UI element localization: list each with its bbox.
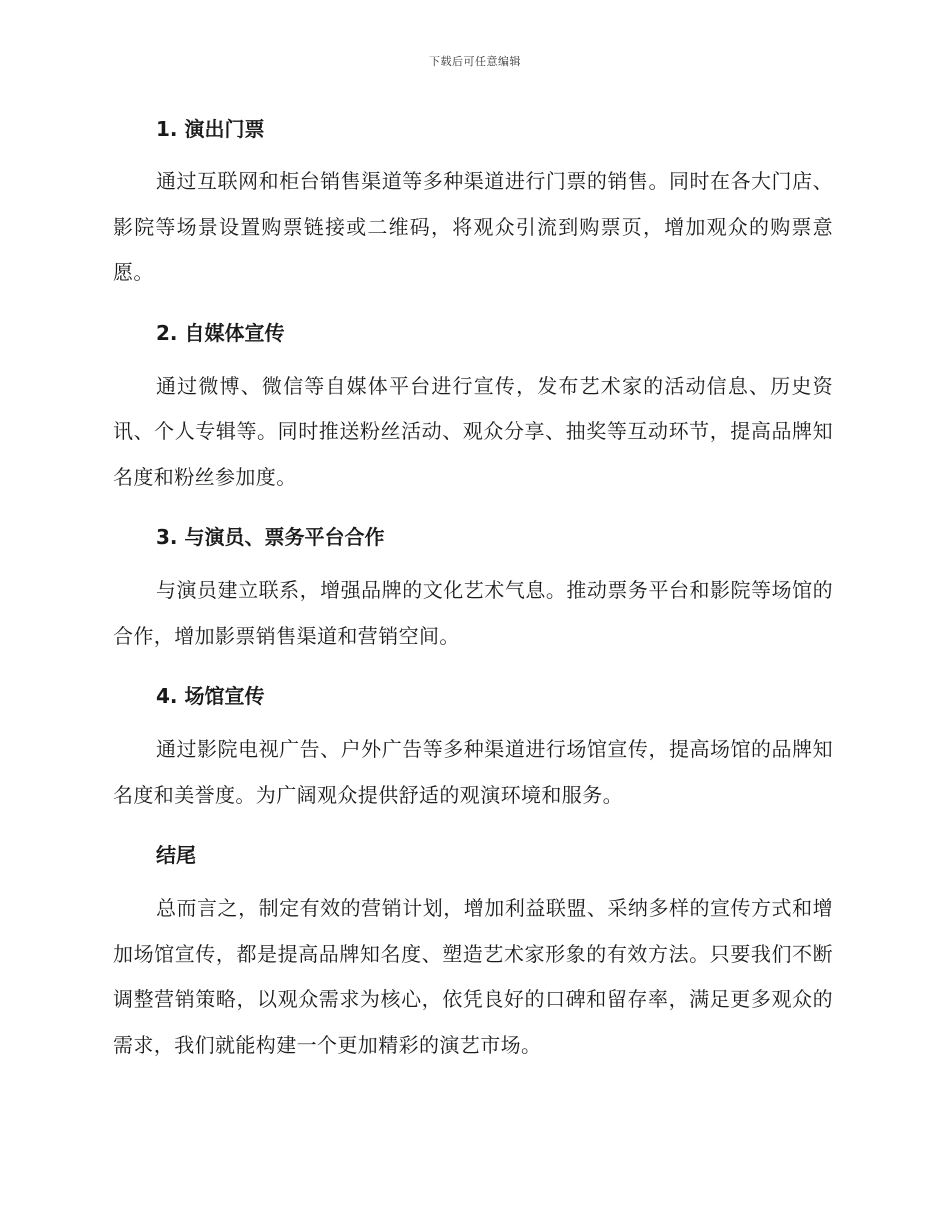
section-heading: 2. 自媒体宣传 xyxy=(156,320,285,345)
section-heading: 结尾 xyxy=(156,843,196,867)
section-heading: 3. 与演员、票务平台合作 xyxy=(156,525,385,549)
section-heading: 4. 场馆宣传 xyxy=(156,684,265,708)
section-self-media xyxy=(113,317,833,501)
section-conclusion xyxy=(113,839,833,1068)
document-body xyxy=(113,113,833,1068)
section-ticketing xyxy=(113,113,833,296)
section-paragraph: 通过互联网和柜台销售渠道等多种渠道进行门票的销售。同时在各大门店、影院等场景设置购票链接或二维码，将观众引流到购票页，增加观众的购票意愿。 xyxy=(113,169,833,284)
section-paragraph: 总而言之，制定有效的营销计划，增加利益联盟、采纳多样的宣传方式和增加场馆宣传，都是提高品牌知名度、塑造艺术家形象的有效方法。只要我们不断调整营销策略，以观众需求为核心，依凭良好的口碑和留存率，满足更多观众的需求，我们就能构建一个更加精彩的演艺市场。 xyxy=(113,896,833,1057)
section-paragraph: 与演员建立联系，增强品牌的文化艺术气息。推动票务平台和影院等场馆的合作，增加影票销售渠道和营销空间。 xyxy=(113,578,833,648)
page-header: 下载后可任意编辑 xyxy=(429,55,521,68)
section-heading: 1. 演出门票 xyxy=(156,117,265,141)
section-partnership xyxy=(113,521,833,659)
section-paragraph: 通过影院电视广告、户外广告等多种渠道进行场馆宣传，提高场馆的品牌知名度和美誉度。为广阔观众提供舒适的观演环境和服务。 xyxy=(113,737,833,807)
section-paragraph: 通过微博、微信等自媒体平台进行宣传，发布艺术家的活动信息、历史资讯、个人专辑等。同时推送粉丝活动、观众分享、抽奖等互动环节，提高品牌知名度和粉丝参加度。 xyxy=(113,373,833,489)
section-venue-promotion xyxy=(113,680,833,818)
